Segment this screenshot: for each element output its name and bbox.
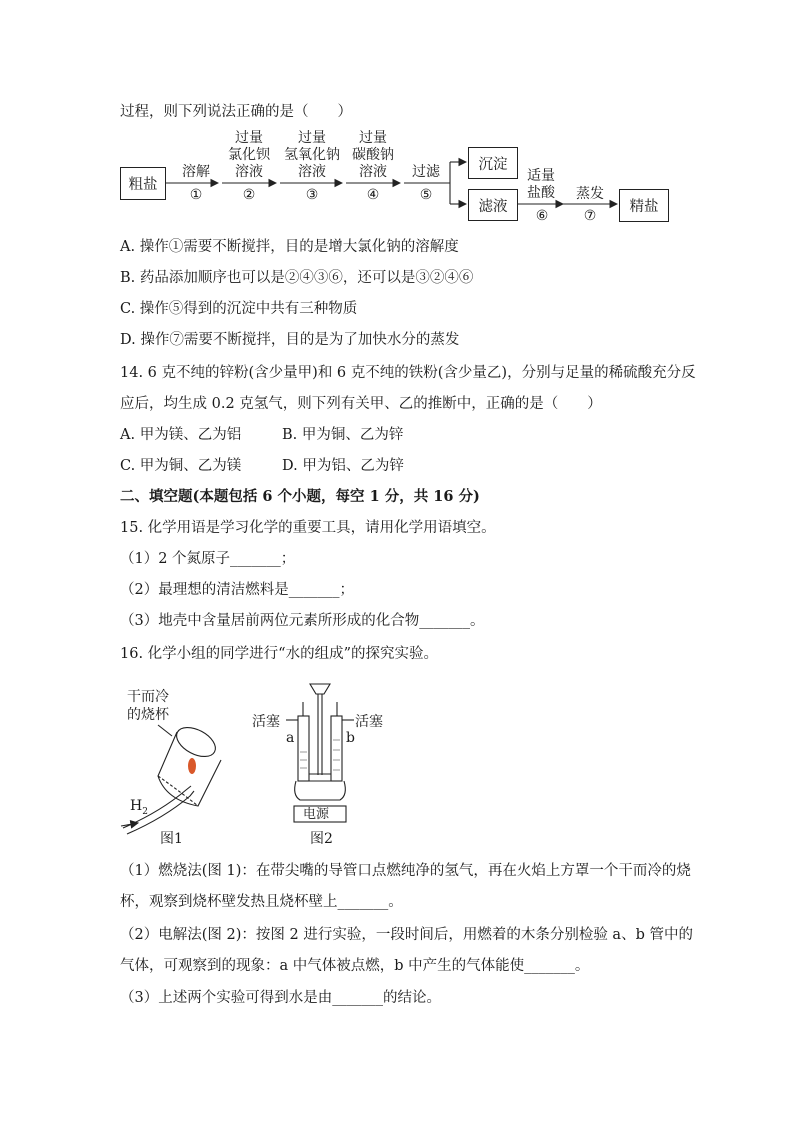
q14-option-d: D. 甲为铝、乙为锌: [282, 458, 404, 474]
fig2-tube-b-label: b: [346, 730, 355, 746]
step5-label: 过滤: [412, 164, 440, 180]
q14-option-c: C. 甲为铜、乙为镁: [120, 458, 242, 474]
step7-number: ⑦: [583, 208, 597, 224]
step4-label: 过量 碳酸钠 溶液: [352, 130, 394, 180]
step2-number: ②: [242, 187, 256, 203]
q16-part2-line2: 气体，可观察到的现象：a 中气体被点燃，b 中产生的气体能使_______。: [120, 958, 590, 974]
fig1-beaker-label-line2: 的烧杯: [127, 707, 169, 723]
q15-item-2: （2）最理想的清洁燃料是_______；: [120, 582, 354, 598]
q16-part1-line1: （1）燃烧法(图 1)：在带尖嘴的导管口点燃纯净的氢气，再在火焰上方罩一个干而冷的烧: [120, 863, 691, 879]
fig2-valve-left-label: 活塞: [252, 714, 280, 730]
flow-box-crude-salt: 粗盐: [120, 167, 166, 200]
fig2-valve-right-label: 活塞: [355, 714, 383, 730]
fig1-gas-label: $H_2$: [130, 798, 148, 817]
step1-label: 溶解: [182, 164, 210, 180]
step4-number: ④: [366, 187, 380, 203]
flow-box-filtrate: 滤液: [468, 189, 518, 221]
step1-number: ①: [189, 187, 203, 203]
q14-option-b: B. 甲为铜、乙为锌: [282, 427, 404, 443]
fig1-beaker-label-line1: 干而冷: [127, 689, 169, 705]
q14-stem-line1: 14. 6 克不纯的锌粉(含少量甲)和 6 克不纯的铁粉(含少量乙)，分别与足量的稀硫酸充分反: [120, 365, 696, 381]
step6-number: ⑥: [535, 208, 549, 224]
flow-box-refined-salt: 精盐: [619, 189, 669, 222]
q14-option-a: A. 甲为镁、乙为铝: [120, 427, 242, 443]
q16-part2-line1: （2）电解法(图 2)：按图 2 进行实验，一段时间后，用燃着的木条分别检验 a、b 管中的: [120, 927, 693, 943]
q15-item-1: （1）2 个氮原子_______；: [120, 551, 296, 567]
section-2-heading: 二、填空题(本题包括 6 个小题，每空 1 分，共 16 分): [120, 488, 480, 505]
step5-number: ⑤: [419, 187, 433, 203]
step3-number: ③: [305, 187, 319, 203]
q16-part1-line2: 杯，观察到烧杯壁发热且烧杯壁上_______。: [120, 894, 403, 910]
fig1-caption: 图1: [160, 831, 183, 847]
q13-option-c: C. 操作⑤得到的沉淀中共有三种物质: [120, 301, 358, 317]
question-13-intro: 过程，则下列说法正确的是（ ）: [120, 104, 352, 120]
flow-box-precipitate: 沉淀: [468, 147, 518, 179]
fig2-caption: 图2: [310, 831, 333, 847]
q16-part3: （3）上述两个实验可得到水是由_______的结论。: [120, 990, 441, 1006]
step3-label: 过量 氢氧化钠 溶液: [284, 130, 340, 180]
q13-option-b: B. 药品添加顺序也可以是②④③⑥，还可以是③②④⑥: [120, 270, 474, 286]
q14-stem-line2: 应后，均生成 0.2 克氢气，则下列有关甲、乙的推断中，正确的是（ ）: [120, 396, 602, 412]
step2-label: 过量 氯化钡 溶液: [228, 130, 270, 180]
fig2-power-label: 电源: [303, 807, 330, 822]
q13-option-d: D. 操作⑦需要不断搅拌，目的是为了加快水分的蒸发: [120, 332, 460, 348]
q15-stem: 15. 化学用语是学习化学的重要工具，请用化学用语填空。: [120, 520, 496, 536]
q15-item-3: （3）地壳中含量居前两位元素所形成的化合物_______。: [120, 613, 485, 629]
step6-label: 适量 盐酸: [527, 168, 555, 201]
fig2-tube-a-label: a: [286, 730, 295, 746]
step7-label: 蒸发: [576, 186, 604, 202]
q16-stem: 16. 化学小组的同学进行“水的组成”的探究实验。: [120, 646, 438, 662]
q13-option-a: A. 操作①需要不断搅拌，目的是增大氯化钠的溶解度: [120, 239, 459, 255]
